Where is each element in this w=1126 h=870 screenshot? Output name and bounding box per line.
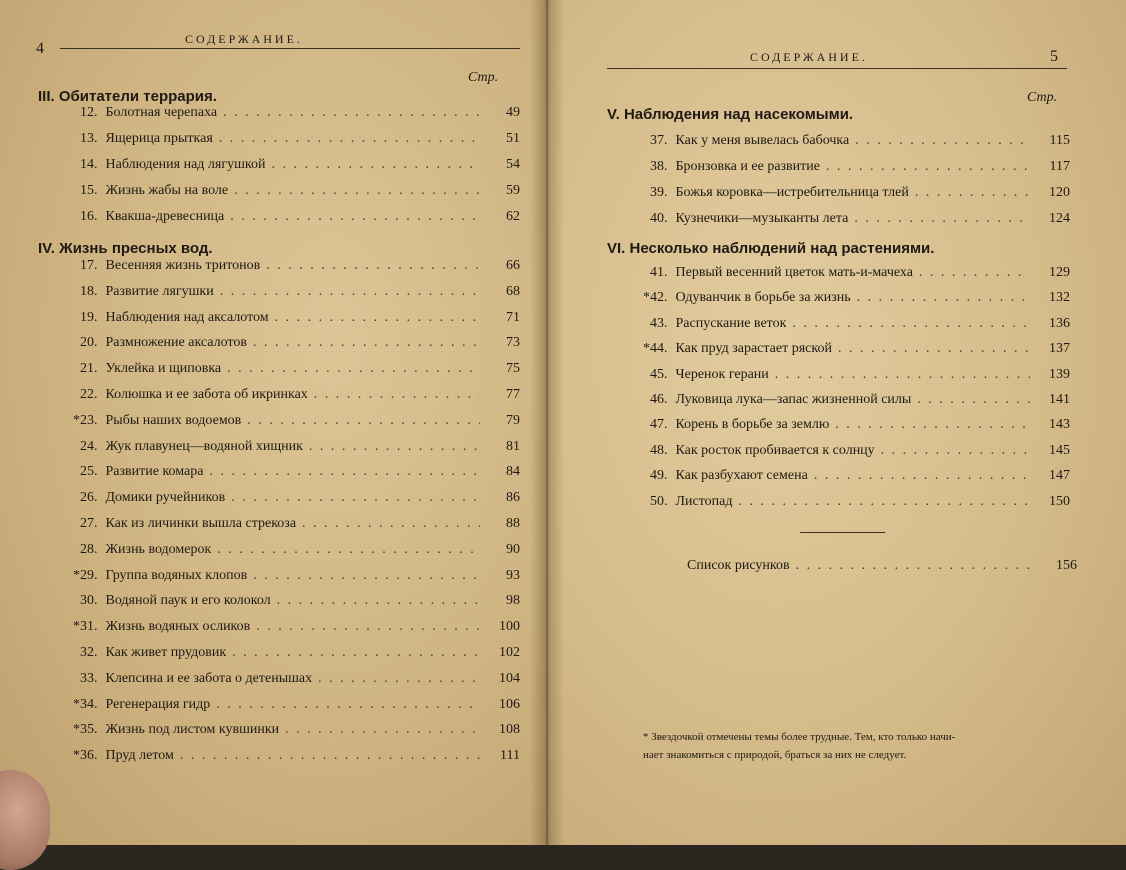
toc-entry — [70, 645, 520, 665]
entry-title: Наблюдения над аксалотом — [105, 309, 269, 325]
leader-dots — [266, 258, 480, 274]
toc-entry — [640, 443, 1070, 463]
leader-dots — [919, 265, 1030, 281]
entry-title: Жизнь водяных осликов — [105, 619, 251, 635]
entry-number: 13. — [80, 131, 98, 146]
section-title: IV. Жизнь пресных вод. — [38, 240, 213, 257]
entry-number: 27. — [80, 516, 98, 531]
toc-entry — [640, 185, 1070, 205]
toc-entry — [640, 367, 1070, 387]
entry-number: 30. — [80, 593, 98, 609]
right-page — [545, 0, 1126, 845]
figures-list-entry — [687, 558, 1077, 578]
leader-dots — [854, 211, 1030, 227]
leader-dots — [302, 516, 480, 532]
entry-title: Распускание веток — [675, 315, 787, 331]
entry-number: 20. — [80, 335, 98, 351]
page-number: 4 — [36, 40, 44, 57]
toc-entry — [70, 748, 520, 768]
entry-number: 34. — [80, 696, 98, 712]
entry-title: Луковица лука—запас жизненной силы — [675, 392, 912, 407]
entry-title: Как пруд зарастает ряской — [675, 341, 832, 357]
entry-title: Квакша-древесница — [105, 209, 225, 224]
leader-dots — [277, 593, 480, 609]
difficulty-star: * — [73, 412, 80, 428]
entry-title: Домики ручейников — [105, 490, 226, 506]
entry-number: 41. — [650, 265, 668, 280]
entry-title: Как из личинки вышла стрекоза — [105, 516, 297, 531]
page-column-label: Стр. — [1027, 90, 1058, 105]
entry-page: 139 — [1049, 366, 1070, 382]
leader-dots — [217, 542, 480, 558]
entry-number: 33. — [80, 670, 98, 686]
leader-dots — [855, 133, 1030, 149]
running-title: СОДЕРЖАНИЕ. — [185, 32, 303, 46]
entry-page: 90 — [506, 541, 520, 557]
toc-entry — [70, 284, 520, 304]
entry-number: 50. — [650, 493, 668, 509]
leader-dots — [915, 185, 1030, 201]
leader-dots — [231, 490, 480, 506]
toc-entry — [70, 258, 520, 278]
leader-dots — [253, 568, 480, 584]
difficulty-star: * — [73, 619, 80, 635]
entry-number: 23. — [80, 412, 98, 428]
entry-title: Пруд летом — [105, 748, 174, 764]
entry-number: 15. — [80, 183, 98, 198]
entry-number: 36. — [80, 748, 98, 764]
entry-title: Рыбы наших водоемов — [105, 412, 242, 428]
entry-title: Первый весенний цветок мать-и-мачеха — [675, 265, 913, 280]
toc-entry — [640, 316, 1070, 336]
leader-dots — [314, 387, 480, 403]
entry-page: 84 — [506, 464, 520, 480]
entry-number: 38. — [650, 159, 668, 174]
entry-number: 49. — [650, 468, 668, 484]
toc-entry — [70, 593, 520, 613]
toc-entry — [70, 671, 520, 691]
entry-page: 129 — [1049, 265, 1070, 280]
toc-entry — [70, 490, 520, 510]
entry-number: 44. — [650, 341, 668, 357]
entry-page: 106 — [499, 696, 520, 712]
entry-title: Корень в борьбе за землю — [675, 417, 830, 433]
entry-number: 37. — [650, 133, 668, 148]
difficulty-star: * — [73, 696, 80, 712]
leader-dots — [857, 290, 1030, 306]
entry-page: 49 — [506, 105, 520, 120]
entry-page: 108 — [499, 722, 520, 738]
entry-page: 147 — [1049, 468, 1070, 484]
section-title: III. Обитатели террария. — [38, 88, 217, 105]
toc-entry — [70, 722, 520, 742]
entry-page: 102 — [499, 645, 520, 660]
toc-entry — [70, 697, 520, 717]
toc-entry — [70, 209, 520, 229]
toc-entry — [70, 157, 520, 177]
leader-dots — [253, 335, 480, 351]
entry-page: 77 — [506, 387, 520, 402]
leader-dots — [917, 392, 1030, 408]
entry-title: Развитие лягушки — [105, 283, 214, 299]
entry-number: 40. — [650, 211, 668, 226]
entry-title: Список рисунков — [687, 558, 790, 573]
entry-number: 24. — [80, 438, 98, 454]
leader-dots — [209, 464, 480, 480]
leader-dots — [232, 645, 480, 661]
leader-dots — [223, 105, 480, 121]
entry-title: Клепсина и ее забота о детенышах — [105, 670, 313, 686]
toc-entry — [70, 464, 520, 484]
entry-page: 132 — [1049, 290, 1070, 306]
entry-number: 12. — [80, 105, 98, 120]
toc-entry — [70, 387, 520, 407]
toc-entry — [640, 341, 1070, 361]
entry-page: 104 — [499, 670, 520, 686]
entry-number: 22. — [80, 387, 98, 402]
entry-number: 39. — [650, 185, 668, 200]
entry-title: Жизнь водомерок — [105, 541, 212, 557]
difficulty-star: * — [73, 748, 80, 764]
entry-title: Как у меня вывелась бабочка — [675, 133, 850, 148]
entry-title: Кузнечики—музыканты лета — [675, 211, 849, 226]
entry-title: Божья коровка—истребительница тлей — [675, 185, 909, 200]
toc-entry — [640, 417, 1070, 437]
entry-number: 31. — [80, 619, 98, 635]
entry-page: 156 — [1056, 558, 1077, 573]
section-title: V. Наблюдения над насекомыми. — [607, 106, 854, 123]
entry-title: Одуванчик в борьбе за жизнь — [675, 290, 851, 306]
entry-page: 145 — [1049, 442, 1070, 458]
entry-number: 29. — [80, 567, 98, 583]
entry-page: 111 — [500, 748, 520, 764]
leader-dots — [247, 413, 480, 429]
leader-dots — [180, 748, 480, 764]
leader-dots — [220, 284, 480, 300]
entry-page: 136 — [1049, 315, 1070, 331]
entry-title: Как росток пробивается к солнцу — [675, 442, 875, 458]
entry-number: 18. — [80, 283, 98, 299]
entry-number: 28. — [80, 541, 98, 557]
toc-entry — [640, 494, 1070, 514]
entry-number: 19. — [80, 309, 98, 325]
entry-page: 51 — [506, 131, 520, 146]
leader-dots — [227, 361, 480, 377]
leader-dots — [838, 341, 1030, 357]
toc-entry — [640, 133, 1070, 153]
entry-number: 32. — [80, 645, 98, 660]
entry-page: 117 — [1049, 159, 1070, 174]
entry-page: 137 — [1049, 341, 1070, 357]
entry-number: 17. — [80, 258, 98, 273]
difficulty-star: * — [643, 290, 650, 306]
entry-number: 42. — [650, 290, 668, 306]
leader-dots — [775, 367, 1030, 383]
toc-entry — [70, 335, 520, 355]
entry-page: 79 — [506, 412, 520, 428]
entry-page: 98 — [506, 593, 520, 609]
left-page — [0, 0, 553, 845]
toc-entry — [640, 392, 1070, 412]
leader-dots — [881, 443, 1030, 459]
page-column-label: Стр. — [468, 70, 499, 85]
entry-page: 59 — [506, 183, 520, 198]
entry-number: 45. — [650, 366, 668, 382]
entry-page: 93 — [506, 567, 520, 583]
entry-number: 35. — [80, 722, 98, 738]
entry-title: Жук плавунец—водяной хищник — [105, 438, 303, 454]
leader-dots — [792, 316, 1030, 332]
footnote — [643, 728, 955, 764]
entry-title: Размножение аксалотов — [105, 335, 247, 351]
entry-title: Весенняя жизнь тритонов — [105, 258, 261, 273]
leader-dots — [271, 157, 480, 173]
toc-entry — [640, 468, 1070, 488]
entry-title: Регенерация гидр — [105, 696, 211, 712]
entry-title: Черенок герани — [675, 366, 769, 382]
entry-title: Жизнь под листом кувшинки — [105, 722, 280, 738]
leader-dots — [256, 619, 480, 635]
header-rule — [60, 48, 520, 49]
entry-title: Водяной паук и его колокол — [105, 593, 271, 609]
entry-page: 81 — [506, 438, 520, 454]
divider — [800, 532, 885, 533]
leader-dots — [796, 558, 1037, 574]
entry-number: 26. — [80, 490, 98, 506]
entry-title: Группа водяных клопов — [105, 567, 248, 583]
toc-entry — [70, 439, 520, 459]
entry-number: 48. — [650, 442, 668, 458]
toc-entry — [70, 183, 520, 203]
running-title: СОДЕРЖАНИЕ. — [750, 50, 868, 64]
leader-dots — [219, 131, 480, 147]
difficulty-star: * — [73, 567, 80, 583]
entry-page: 86 — [506, 490, 520, 506]
entry-page: 150 — [1049, 493, 1070, 509]
entry-page: 62 — [506, 209, 520, 224]
entry-number: 14. — [80, 157, 98, 172]
entry-page: 54 — [506, 157, 520, 172]
entry-page: 75 — [506, 361, 520, 377]
leader-dots — [216, 697, 480, 713]
toc-entry — [70, 131, 520, 151]
toc-entry — [640, 211, 1070, 231]
entry-number: 21. — [80, 361, 98, 377]
leader-dots — [275, 310, 480, 326]
toc-entry — [70, 413, 520, 433]
entry-title: Как живет прудовик — [105, 645, 227, 660]
difficulty-star: * — [73, 722, 80, 738]
entry-title: Бронзовка и ее развитие — [675, 159, 820, 174]
header-rule — [607, 68, 1067, 69]
entry-page: 66 — [506, 258, 520, 273]
entry-title: Листопад — [675, 493, 733, 509]
leader-dots — [309, 439, 480, 455]
entry-title: Ящерица прыткая — [105, 131, 213, 146]
entry-page: 100 — [499, 619, 520, 635]
difficulty-star: * — [643, 341, 650, 357]
toc-entry — [640, 159, 1070, 179]
toc-entry — [70, 310, 520, 330]
toc-entry — [70, 619, 520, 639]
entry-title: Жизнь жабы на воле — [105, 183, 229, 198]
entry-page: 68 — [506, 283, 520, 299]
entry-page: 141 — [1049, 392, 1070, 407]
leader-dots — [738, 494, 1030, 510]
entry-page: 143 — [1049, 417, 1070, 433]
entry-title: Как разбухают семена — [675, 468, 808, 484]
leader-dots — [285, 722, 480, 738]
entry-page: 88 — [506, 516, 520, 531]
toc-entry — [640, 265, 1070, 285]
leader-dots — [234, 183, 480, 199]
leader-dots — [318, 671, 480, 687]
book-gutter — [530, 0, 564, 845]
toc-entry — [70, 361, 520, 381]
entry-title: Уклейка и щиповка — [105, 361, 222, 377]
toc-entry — [640, 290, 1070, 310]
toc-entry — [70, 568, 520, 588]
section-title: VI. Несколько наблюдений над растениями. — [607, 240, 935, 257]
entry-title: Колюшка и ее забота об икринках — [105, 387, 308, 402]
footnote-line: * Звездочкой отмечены темы более трудные. Тем, кто только начи- — [643, 731, 956, 743]
toc-entry — [70, 105, 520, 125]
entry-number: 25. — [80, 464, 98, 480]
entry-title: Наблюдения над лягушкой — [105, 157, 266, 172]
leader-dots — [230, 209, 480, 225]
entry-number: 16. — [80, 209, 98, 224]
entry-number: 46. — [650, 392, 668, 407]
entry-page: 73 — [506, 335, 520, 351]
toc-entry — [70, 542, 520, 562]
leader-dots — [814, 468, 1030, 484]
entry-page: 71 — [506, 309, 520, 325]
leader-dots — [826, 159, 1030, 175]
leader-dots — [835, 417, 1030, 433]
entry-page: 115 — [1049, 133, 1070, 148]
entry-number: 43. — [650, 315, 668, 331]
entry-title: Болотная черепаха — [105, 105, 218, 120]
toc-entry — [70, 516, 520, 536]
entry-page: 124 — [1049, 211, 1070, 226]
page-number: 5 — [1050, 48, 1058, 65]
entry-page: 120 — [1049, 185, 1070, 200]
footnote-line: нает знакомиться с природой, браться за них не следует. — [643, 749, 907, 761]
entry-number: 47. — [650, 417, 668, 433]
entry-title: Развитие комара — [105, 464, 204, 480]
